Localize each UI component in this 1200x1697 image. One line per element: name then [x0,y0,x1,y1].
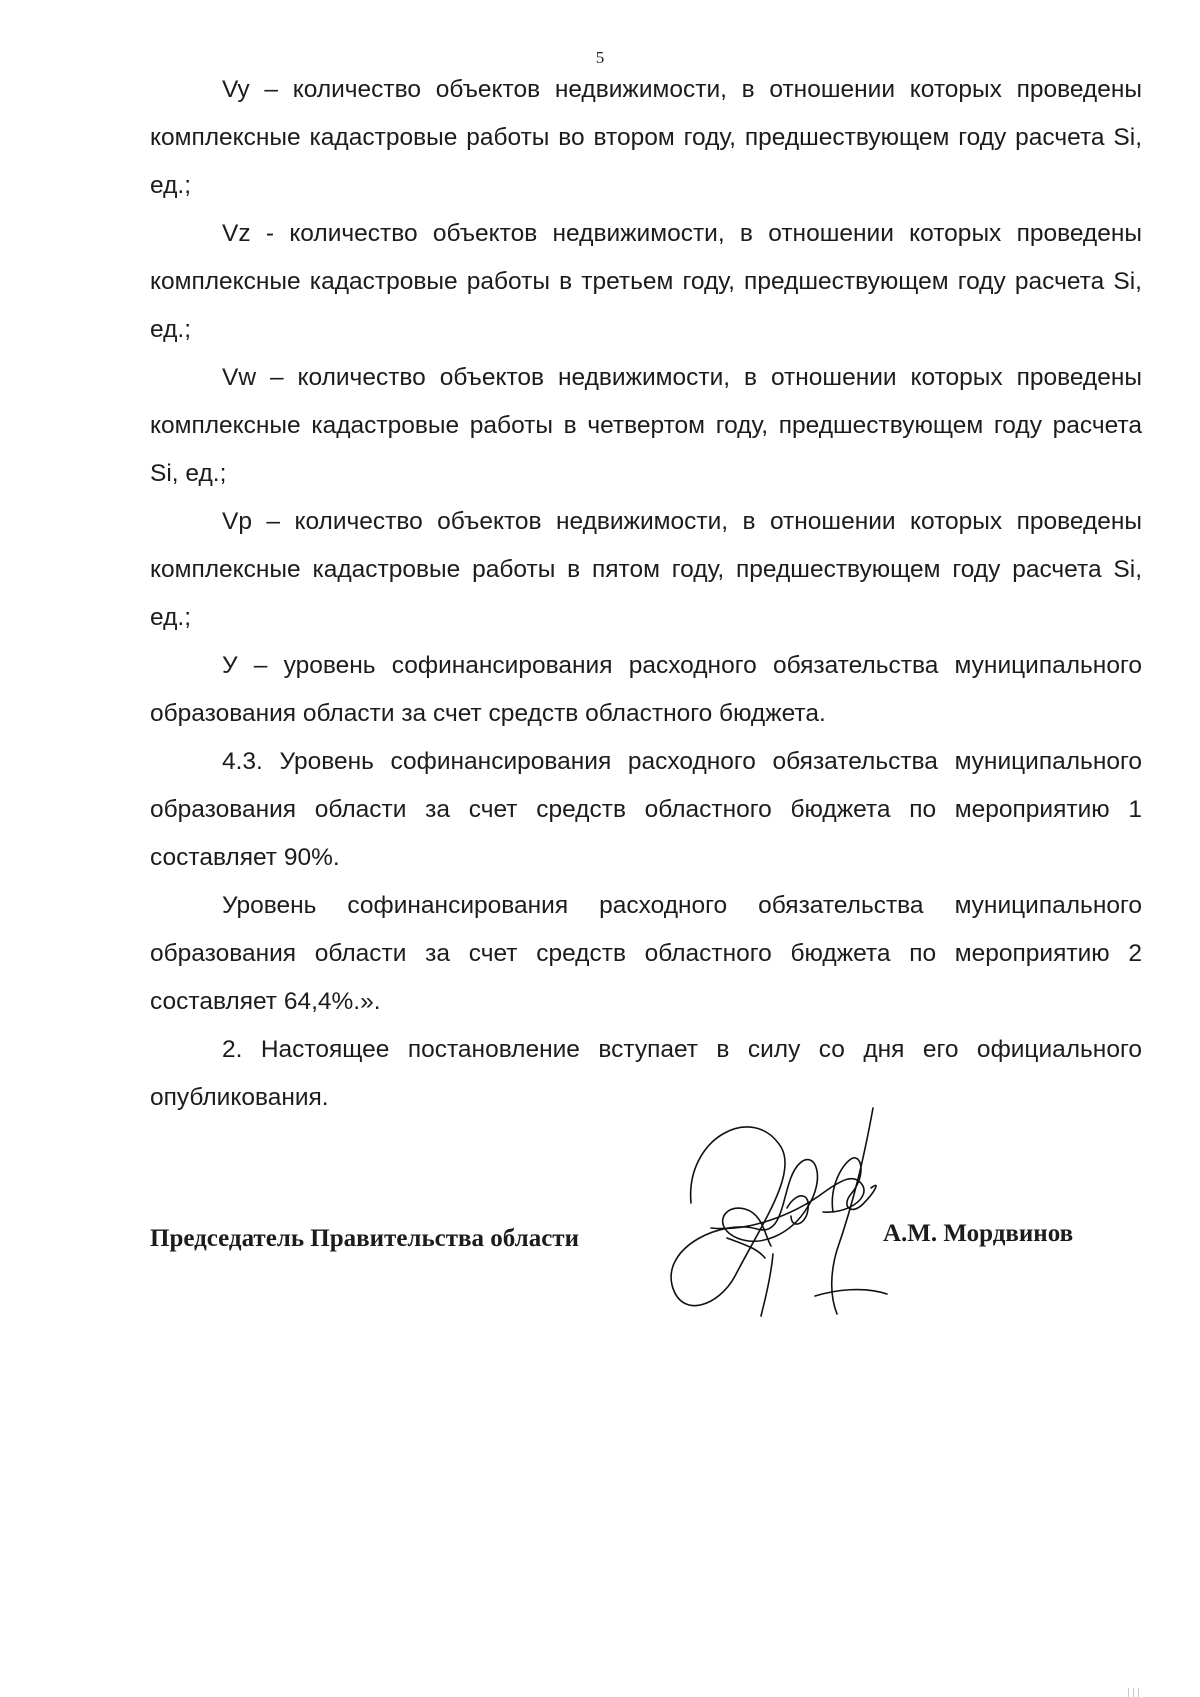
paragraph-u-definition: У – уровень софинансирования расходного обязательства муниципального образования области за счет средств областного бюджета. [150,652,1142,727]
signature-block [150,1220,1100,1260]
document-body [150,66,1142,1122]
paragraph-vy-definition: Vy – количество объектов недвижимости, в отношении которых проведены комплексные кадастровые работы во втором году, предшествующем году расчета Si, ед.; [150,76,1142,199]
handwritten-signature [665,1100,910,1325]
scan-artifact-mark [1133,1688,1134,1697]
page-number: 5 [595,48,605,67]
paragraph-vp-definition: Vp – количество объектов недвижимости, в отношении которых проведены комплексные кадастровые работы в пятом году, предшествующем году расчета Si, ед.; [150,508,1142,631]
signatory-name: А.М. Мордвинов [883,1220,1074,1247]
paragraph-vz-definition: Vz - количество объектов недвижимости, в отношении которых проведены комплексные кадастровые работы в третьем году, предшествующем году расчета Si, ед.; [150,220,1142,343]
paragraph-clause-4-3: 4.3. Уровень софинансирования расходного обязательства муниципального образования области за счет средств областного бюджета по мероприятию 1 составляет 90%. [150,748,1142,871]
scan-artifact-mark [1138,1688,1139,1697]
signatory-position: Председатель Правительства области [150,1225,579,1252]
scan-artifact-mark [1128,1688,1129,1697]
paragraph-vw-definition: Vw – количество объектов недвижимости, в отношении которых проведены комплексные кадастровые работы в четвертом году, предшествующем году расчета Si, ед.; [150,364,1142,487]
paragraph-entry-into-force: 2. Настоящее постановление вступает в силу со дня его официального опубликования. [150,1036,1142,1111]
paragraph-cofinancing-measure-2: Уровень софинансирования расходного обязательства муниципального образования области за счет средств областного бюджета по мероприятию 2 составляет 64,4%.». [150,892,1142,1015]
